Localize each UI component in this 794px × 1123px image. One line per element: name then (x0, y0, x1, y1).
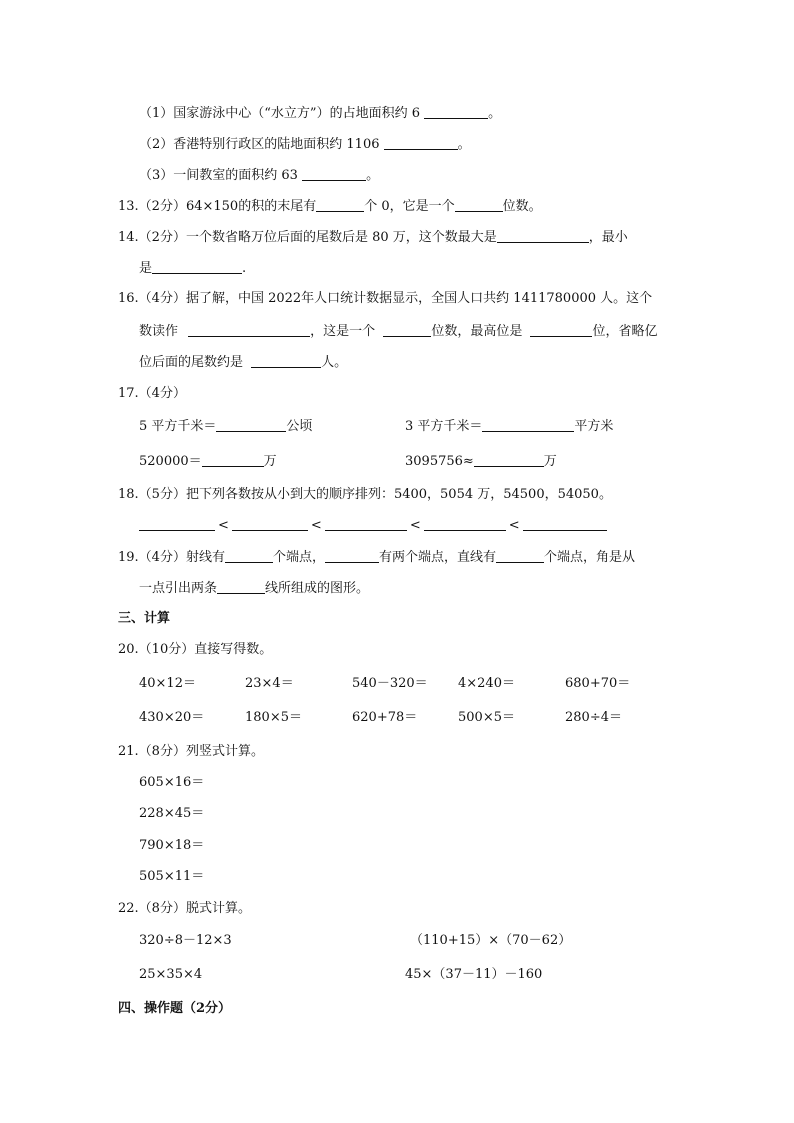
q20-r2-c5: 280÷4＝ (565, 710, 622, 725)
q17-item1: 5 平方千米＝ 公顷 (139, 419, 313, 434)
q20-r2-c4: 500×5＝ (458, 710, 515, 725)
question-21: 21.（8分）列竖式计算。 (118, 744, 264, 759)
q20-r2-c1: 430×20＝ (139, 710, 205, 725)
answer-blank[interactable] (325, 516, 407, 531)
answer-blank[interactable] (482, 417, 574, 432)
section-3-heading: 三、计算 (118, 611, 171, 626)
less-than-sign: < (310, 518, 322, 533)
question-19: 19.（4分）射线有 个端点， 有两个端点，直线有 个端点，角是从 (118, 550, 635, 565)
q20-r1-c3: 540－320＝ (352, 676, 428, 691)
answer-blank[interactable] (152, 259, 242, 274)
answer-blank[interactable] (424, 104, 488, 119)
less-than-sign: < (409, 518, 421, 533)
answer-blank[interactable] (424, 516, 506, 531)
answer-blank[interactable] (474, 452, 544, 467)
q17-item2: 3 平方千米＝ 平方米 (405, 419, 614, 434)
q20-r1-c2: 23×4＝ (245, 676, 294, 691)
q20-r1-c1: 40×12＝ (139, 676, 196, 691)
q21-item: 505×11＝ (139, 869, 205, 884)
q20-r2-c2: 180×5＝ (245, 710, 302, 725)
answer-blank[interactable] (455, 197, 503, 212)
answer-blank[interactable] (325, 548, 379, 563)
question-16-line2: 数读作 ，这是一个 位数，最高位是 位，省略亿 (139, 324, 658, 339)
question-14-cont: 是 . (139, 261, 247, 276)
q21-item: 228×45＝ (139, 806, 205, 821)
section-4-heading: 四、操作题（2分） (118, 1001, 232, 1016)
less-than-sign: < (508, 518, 520, 533)
q20-r1-c5: 680+70＝ (565, 676, 631, 691)
q18-ordering-blanks (139, 516, 607, 535)
question-17: 17.（4分） (118, 386, 186, 401)
less-than-sign: < (218, 518, 229, 533)
answer-blank[interactable] (202, 452, 264, 467)
answer-blank[interactable] (188, 322, 310, 337)
answer-blank[interactable] (496, 548, 544, 563)
q12-part1: （1）国家游泳中心（“水立方”）的占地面积约 6 。 (139, 106, 502, 121)
answer-blank[interactable] (384, 135, 458, 150)
q17-item3: 520000＝ 万 (139, 454, 277, 469)
question-22: 22.（8分）脱式计算。 (118, 901, 251, 916)
answer-blank[interactable] (523, 516, 607, 531)
answer-blank[interactable] (139, 516, 215, 531)
question-16: 16.（4分）据了解，中国 2022年人口统计数据显示，全国人口共约 1411780000 人。这个 (118, 291, 653, 306)
answer-blank[interactable] (316, 197, 364, 212)
q21-item: 790×18＝ (139, 838, 205, 853)
q20-r1-c4: 4×240＝ (458, 676, 515, 691)
answer-blank[interactable] (216, 417, 286, 432)
answer-blank[interactable] (497, 228, 589, 243)
answer-blank[interactable] (251, 353, 321, 368)
answer-blank[interactable] (217, 579, 265, 594)
q17-item4: 3095756≈ 万 (405, 454, 557, 469)
q22-item: （110+15）×（70－62） (410, 933, 572, 948)
answer-blank[interactable] (232, 516, 308, 531)
q20-r2-c3: 620+78＝ (352, 710, 418, 725)
answer-blank[interactable] (530, 322, 592, 337)
question-20: 20.（10分）直接写得数。 (118, 642, 273, 657)
answer-blank[interactable] (383, 322, 431, 337)
question-14: 14.（2分）一个数省略万位后面的尾数后是 80 万，这个数最大是 ，最小 (118, 230, 628, 245)
question-13: 13.（2分）64×150的积的末尾有 个 0，它是一个 位数。 (118, 199, 542, 214)
answer-blank[interactable] (225, 548, 273, 563)
answer-blank[interactable] (302, 166, 366, 181)
question-19-cont: 一点引出两条 线所组成的图形。 (139, 581, 370, 596)
q21-item: 605×16＝ (139, 775, 205, 790)
q12-part3: （3）一间教室的面积约 63 。 (139, 168, 380, 183)
q22-item: 25×35×4 (139, 967, 203, 982)
q22-item: 45×（37－11）－160 (405, 967, 543, 982)
question-18: 18.（5分）把下列各数按从小到大的顺序排列：5400，5054 万，54500，54050。 (118, 487, 612, 502)
q12-part2: （2）香港特别行政区的陆地面积约 1106 。 (139, 137, 471, 152)
q22-item: 320÷8－12×3 (139, 933, 232, 948)
question-16-line3: 位后面的尾数约是 人。 (139, 355, 348, 370)
